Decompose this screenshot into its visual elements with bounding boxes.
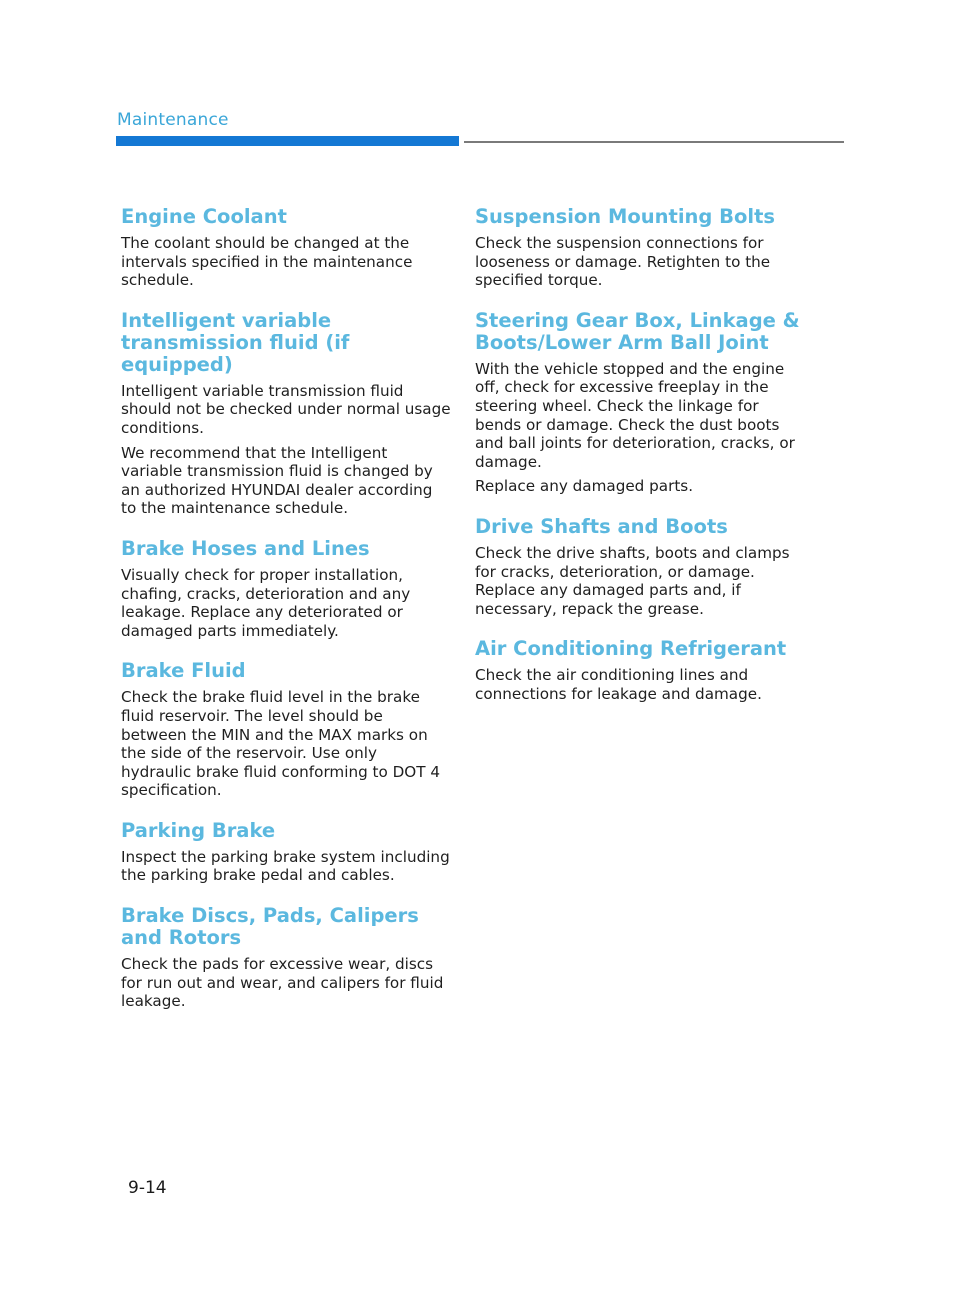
section-brake-discs — [121, 905, 451, 1011]
section-suspension-bolts — [475, 206, 805, 290]
section-brake-fluid — [121, 660, 451, 800]
section-title: Intelligent variable transmission fluid (if equipped) — [121, 308, 350, 376]
section-paragraph: Check the drive shafts, boots and clamps for cracks, deterioration, or damage. Replace any damaged parts and, if necessary, repack the grease. — [475, 543, 790, 618]
section-title: Brake Fluid — [121, 659, 246, 683]
section-paragraph: Check the brake fluid level in the brake fluid reservoir. The level should be between the MIN and the MAX marks on the side of the reservoir. Use only hydraulic brake fluid conforming to DOT 4 specification. — [121, 688, 441, 800]
section-title: Drive Shafts and Boots — [475, 514, 728, 538]
section-paragraph: We recommend that the Intelligent variable transmission fluid is changed by an authorized HYUNDAI dealer according to the maintenance schedule. — [121, 443, 433, 518]
section-ac-refrigerant — [475, 638, 805, 703]
section-paragraph: With the vehicle stopped and the engine off, check for excessive freeplay in the steering wheel. Check the linkage for bends or damage. Check the dust boots and ball joints for deterioration, cracks, or damage. — [475, 359, 795, 471]
section-steering-gear — [475, 310, 805, 496]
section-title: Steering Gear Box, Linkage & Boots/Lower Arm Ball Joint — [475, 308, 800, 354]
section-paragraph: Intelligent variable transmission fluid should not be checked under normal usage conditions. — [121, 381, 451, 437]
section-ivt-fluid — [121, 310, 451, 518]
header-label: Maintenance — [117, 110, 229, 130]
section-paragraph: The coolant should be changed at the intervals specified in the maintenance schedule. — [121, 234, 413, 290]
section-brake-hoses — [121, 538, 451, 640]
section-title: Suspension Mounting Bolts — [475, 205, 776, 228]
page-number: 9-14 — [128, 1178, 167, 1198]
header-rule-thick — [116, 136, 459, 146]
section-title: Brake Hoses and Lines — [121, 536, 370, 560]
section-title: Engine Coolant — [121, 205, 287, 228]
section-paragraph: Inspect the parking brake system including the parking brake pedal and cables. — [121, 847, 450, 885]
section-title: Air Conditioning Refrigerant — [475, 637, 787, 661]
section-paragraph: Check the suspension connections for looseness or damage. Retighten to the specified torque. — [475, 234, 771, 290]
section-title: Brake Discs, Pads, Calipers and Rotors — [121, 904, 419, 950]
section-paragraph: Visually check for proper installation, chafing, cracks, deterioration and any leakage. Replace any deteriorated or damaged parts immediately. — [121, 565, 411, 640]
section-drive-shafts — [475, 516, 805, 618]
section-paragraph: Replace any damaged parts. — [475, 477, 694, 496]
section-title: Parking Brake — [121, 818, 276, 842]
section-engine-coolant — [121, 206, 451, 290]
left-column — [121, 206, 451, 1031]
section-paragraph: Check the pads for excessive wear, discs for run out and wear, and calipers for fluid leakage. — [121, 955, 444, 1011]
section-parking-brake — [121, 820, 451, 885]
header-rule-thin — [464, 141, 844, 143]
right-column — [475, 206, 805, 724]
section-paragraph: Check the air conditioning lines and connections for leakage and damage. — [475, 666, 762, 703]
